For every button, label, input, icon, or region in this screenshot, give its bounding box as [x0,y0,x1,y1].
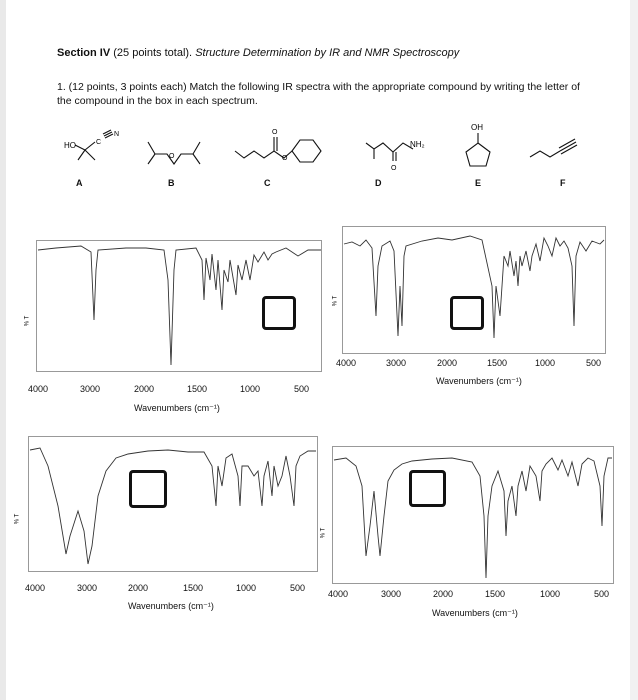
spectrum-4-ylabel: % T [320,527,327,539]
question-text: 1. (12 points, 3 points each) Match the following IR spectra with the appropriate compound by writing the letter of the compound in the box in each spectrum. [57,81,580,107]
spectrum-2-tick-1500: 1500 [487,358,508,368]
spectrum-3-trace [30,448,316,564]
spectrum-3-tick-3000: 3000 [77,583,98,593]
spectrum-2 [342,226,606,354]
spectrum-4-tick-2000: 2000 [433,589,454,599]
spectrum-3-tick-1000: 1000 [236,583,257,593]
section-number: Section IV [57,47,111,59]
compound-structures [0,0,638,210]
compound-f-structure [530,139,577,157]
section-topic: Structure Determination by IR and NMR Spectroscopy [195,47,460,59]
spectrum-1-tick-1500: 1500 [187,384,208,394]
spectrum-4-answer-box[interactable] [409,470,446,507]
spectrum-2-tick-500: 500 [586,358,602,368]
spectrum-1-answer-box[interactable] [262,296,296,330]
compound-d-letter: D [375,178,382,188]
spectrum-3-xlabel: Wavenumbers (cm⁻¹) [128,601,214,611]
spectrum-1-tick-4000: 4000 [28,384,49,394]
spectrum-4-xlabel: Wavenumbers (cm⁻¹) [432,608,518,618]
compound-d-carbonyl-o: O [391,165,397,172]
compound-a-letter: A [76,178,83,188]
compound-a-n-label: N [114,131,120,138]
section-points: (25 points total). [110,47,196,59]
spectrum-1-tick-500: 500 [294,384,310,394]
compound-d-structure [366,143,413,161]
spectrum-2-tick-1000: 1000 [535,358,556,368]
compound-e-structure [466,133,490,166]
spectrum-3-tick-1500: 1500 [183,583,204,593]
spectrum-2-answer-box[interactable] [450,296,484,330]
spectrum-4-tick-500: 500 [594,589,610,599]
spectrum-1-tick-2000: 2000 [134,384,155,394]
spectrum-4-tick-4000: 4000 [328,589,349,599]
compound-c-structure [235,137,321,162]
spectrum-4-trace [334,458,612,578]
spectrum-3-tick-500: 500 [290,583,306,593]
compound-e-letter: E [475,178,482,188]
compound-b-letter: B [168,178,175,188]
compound-d-nh2-label: NH₂ [410,140,425,149]
compound-a-structure [75,130,113,160]
compound-a-c-label: C [96,139,102,146]
spectrum-3-tick-4000: 4000 [25,583,46,593]
spectrum-4 [332,446,614,584]
compound-c-letter: C [264,178,271,188]
spectrum-4-tick-3000: 3000 [381,589,402,599]
compound-f-letter: F [560,178,566,188]
spectrum-1-ylabel: % T [24,315,31,327]
compound-b-o-label: O [169,153,175,160]
spectrum-2-tick-2000: 2000 [437,358,458,368]
spectrum-4-tick-1500: 1500 [485,589,506,599]
spectrum-2-xlabel: Wavenumbers (cm⁻¹) [436,376,522,386]
spectrum-3-ylabel: % T [14,513,21,525]
spectrum-3-answer-box[interactable] [129,470,167,508]
compound-a-ho-label: HO [64,141,76,150]
spectrum-3 [28,436,318,572]
spectrum-2-tick-4000: 4000 [336,358,357,368]
spectrum-1-xlabel: Wavenumbers (cm⁻¹) [134,403,220,413]
spectrum-2-tick-3000: 3000 [386,358,407,368]
compound-c-carbonyl-o: O [272,129,278,136]
spectrum-2-ylabel: % T [332,295,339,307]
spectrum-1-tick-3000: 3000 [80,384,101,394]
spectrum-4-tick-1000: 1000 [540,589,561,599]
spectrum-3-tick-2000: 2000 [128,583,149,593]
spectrum-1-tick-1000: 1000 [240,384,261,394]
compound-e-oh-label: OH [471,123,483,132]
compound-c-o-label: O [282,155,288,162]
